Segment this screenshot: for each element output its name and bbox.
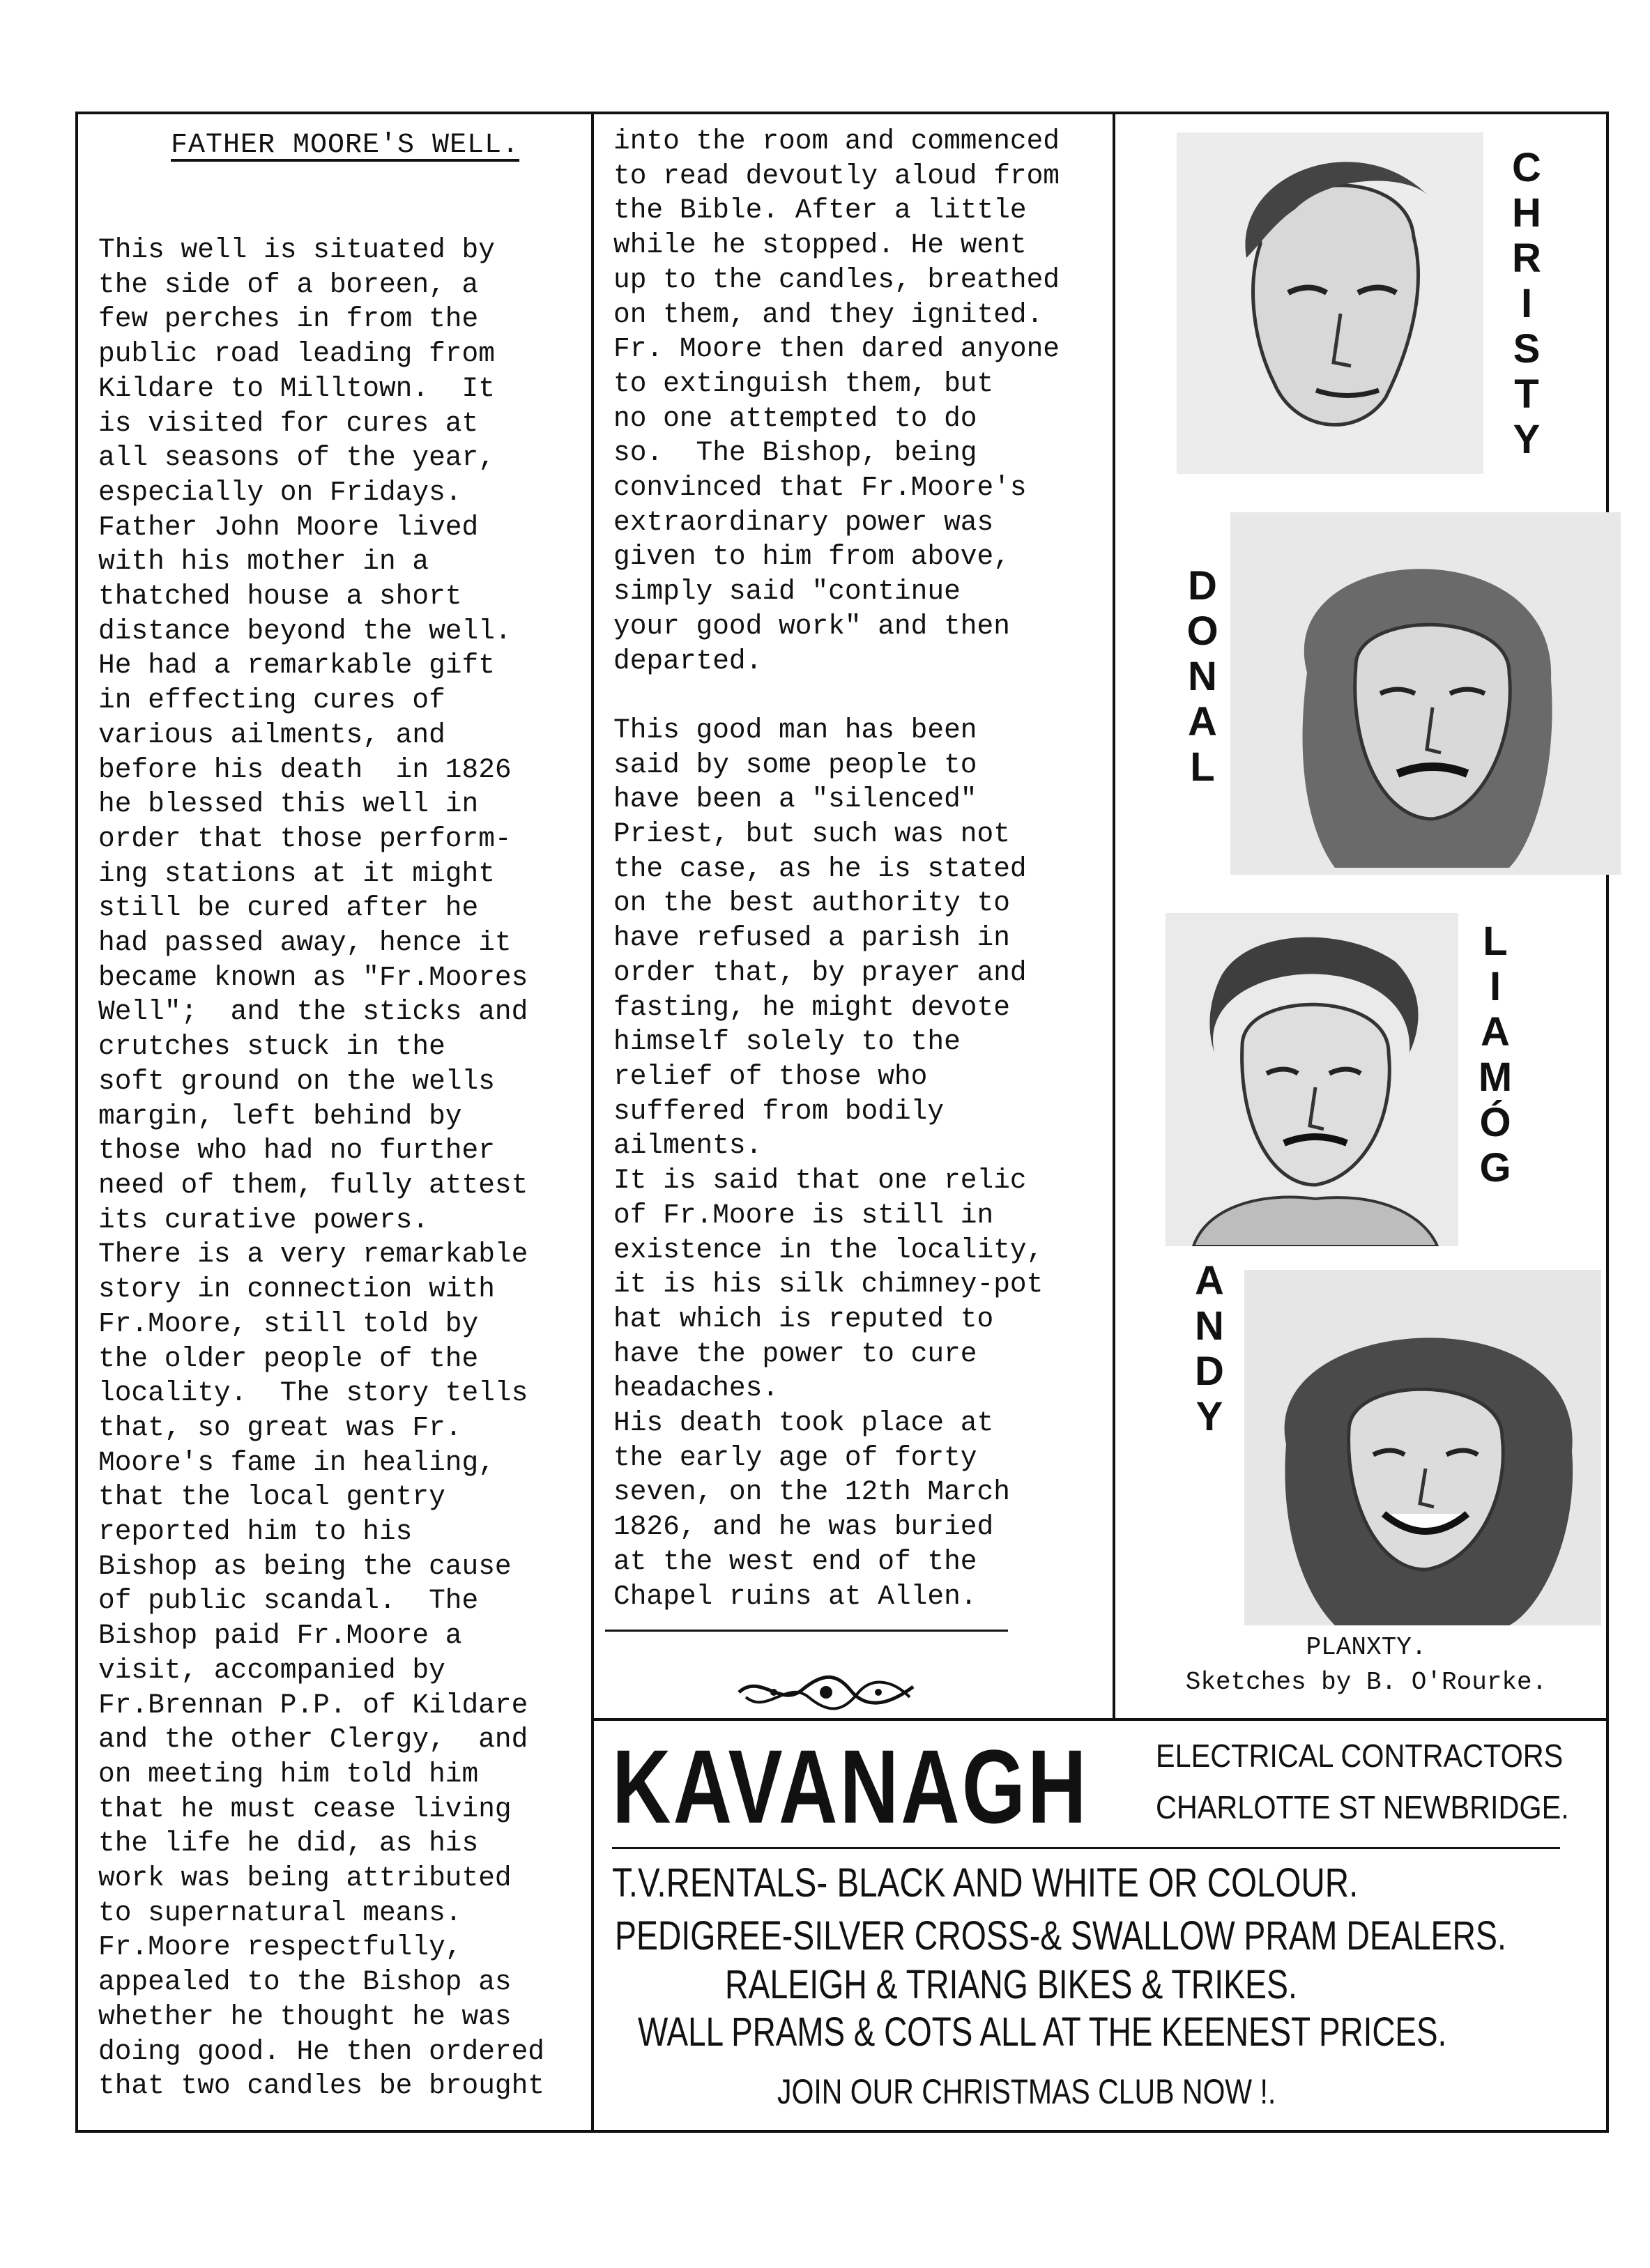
sketch-christy [1177,132,1483,474]
sketch-name-liam-og: L I A M Ó G [1478,919,1513,1190]
sketch-donal [1230,512,1621,875]
column-divider-1 [591,112,594,2133]
ad-line-pram-dealers: PEDIGREE-SILVER CROSS-& SWALLOW PRAM DEALERS. [615,1913,1506,1959]
ad-line-prams-cots: WALL PRAMS & COTS ALL AT THE KEENEST PRICES. [638,2009,1447,2055]
ad-line-tv-rentals: T.V.RENTALS- BLACK AND WHITE OR COLOUR. [612,1860,1359,1906]
ornament-flourish [732,1666,920,1715]
sketch-liam-og [1166,913,1458,1246]
sketch-caption-title: PLANXTY. [1306,1633,1427,1662]
article-column-1: This well is situated by the side of a boreen, a few perches in from the public road leading from Kildare to Milltown. It is visited for cures at all seasons of the year, especially on Fridays. Father John Moore lived with his mother in a thatched house a short distance beyond the well. He had a remarkable gift in effecting cures of various ailments, and before his death in 1826 he blessed this well in order that those perform- ing stations at it might still be cured after he had passed away, hence it became known as "Fr.Moores Well"; and the sticks and crutches stuck in the soft ground on the wells margin, left behind by those who had no further need of them, fully attest its curative powers. There is a very remarkable story in connection with Fr.Moore, still told by the older people of the locality. The story tells that, so great was Fr. Moore's fame in healing, that the local gentry reported him to his Bishop as being the cause of public scandal. The Bishop paid Fr.Moore a visit, accompanied by Fr.Brennan P.P. of Kildare and the other Clergy, and on meeting him told him that he must cease living the life he did, as his work was being attributed to supernatural means. Fr.Moore respectfully, appealed to the Bishop as whether he thought he was doing good. He then ordered that two candles be brought [98,234,545,2102]
column-divider-2 [1113,112,1115,1718]
ad-name-rule [612,1847,1560,1849]
ad-tagline-1: ELECTRICAL CONTRACTORS [1156,1738,1564,1774]
ad-tagline-2: CHARLOTTE ST NEWBRIDGE. [1156,1789,1569,1825]
sketch-name-andy: A N D Y [1195,1258,1224,1439]
article-end-rule [605,1630,1008,1632]
article-column-2: into the room and commenced to read devoutly aloud from the Bible. After a little while he stopped. He went up to the candles, breathed on them, and they ignited. Fr. Moore then dared anyone to extinguish them, but no one attempted to do so. The Bishop, being convinced that Fr.Moore's extraordinary power was given to him from above, simply said "continue your good work" and then departed. This good man has been said by some people to have been a "silenced" Priest, but such was not the case, as he is stated on the best authority to have refused a parish in order that, by prayer and fasting, he might devote himself solely to the relief of those who suffered from bodily ailments. It is said that one relic of Fr.Moore is still in existence in the locality, it is his silk chimney-pot hat which is reputed to have the power to cure headaches. His death took place at the early age of forty seven, on the 12th March 1826, and he was buried at the west end of the Chapel ruins at Allen. [613,125,1060,1612]
sketch-name-christy: C H R I S T Y [1512,145,1541,462]
ad-top-rule [593,1718,1609,1721]
ad-line-christmas-club: JOIN OUR CHRISTMAS CLUB NOW !. [777,2072,1276,2111]
sketch-caption-credit: Sketches by B. O'Rourke. [1185,1668,1548,1696]
sketch-name-donal: D O N A L [1186,563,1219,790]
sketch-andy [1244,1270,1601,1625]
ad-business-name: KAVANAGH [612,1728,1089,1845]
article-title: FATHER MOORE'S WELL. [171,130,520,161]
ad-line-bikes: RALEIGH & TRIANG BIKES & TRIKES. [725,1962,1297,2007]
